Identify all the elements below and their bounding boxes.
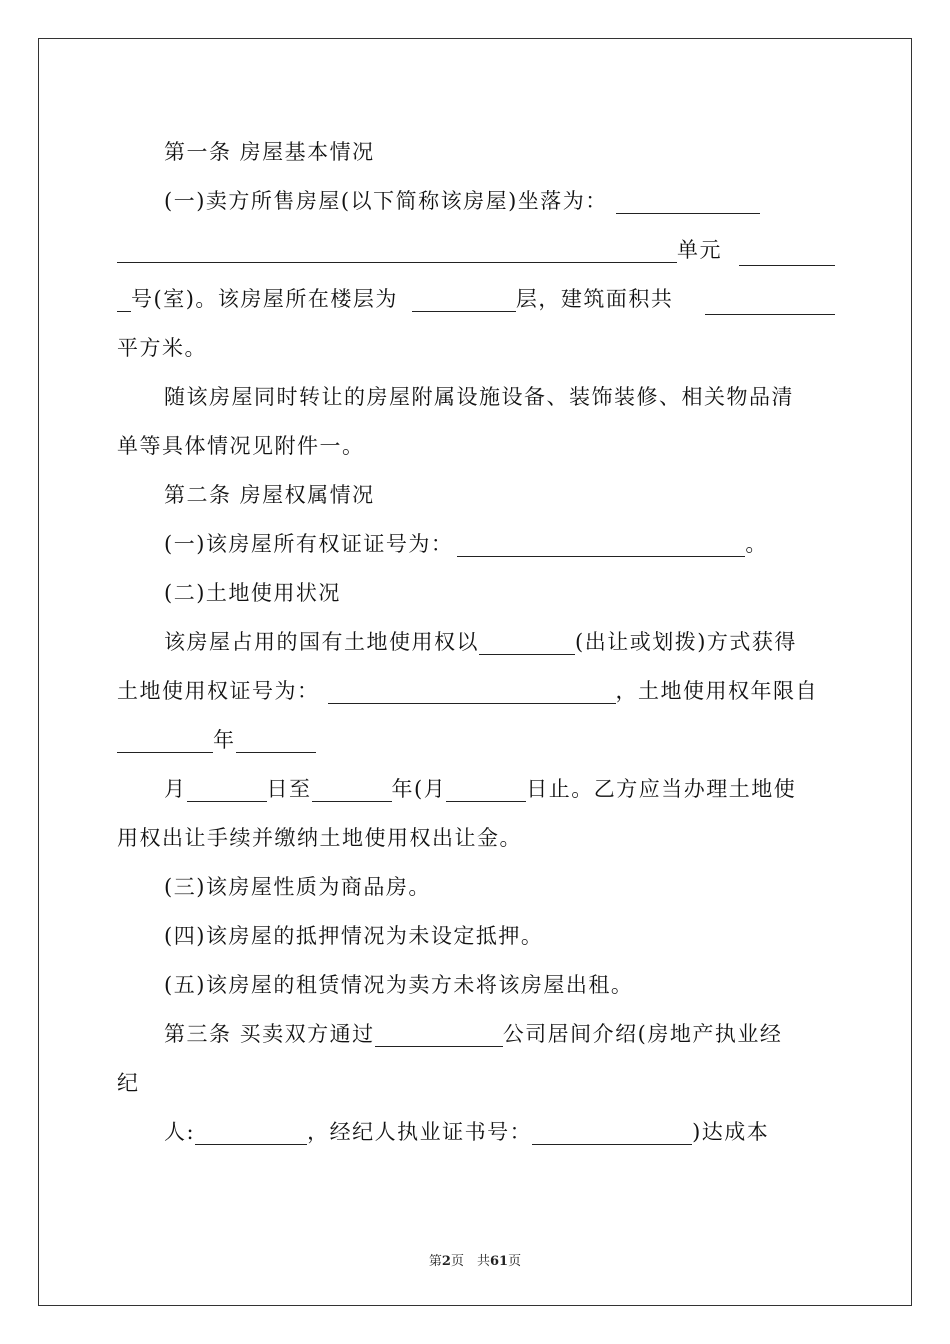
location-blank[interactable] [616,185,760,214]
footer-text: 页 [508,1254,522,1269]
agent-name-blank[interactable] [195,1116,307,1145]
text: ，土地使用权年限自 [615,679,818,703]
text: (五)该房屋的租赁情况为卖方未将该房屋出租。 [164,973,634,997]
agent-line-1 [117,1059,835,1108]
text: )达成本 [692,1120,770,1144]
agent-line-2 [117,1108,835,1157]
text: 人: [164,1120,196,1144]
start-day-blank[interactable] [187,773,267,802]
text: 单等具体情况见附件一。 [117,434,365,458]
fixtures-line [117,373,835,422]
agency-blank[interactable] [375,1018,503,1047]
number-blank[interactable] [117,283,131,312]
page-footer [0,1250,950,1269]
term-end-line [117,765,835,814]
text: (出让或划拨)方式获得 [575,630,797,654]
location-line [117,177,835,226]
text: (二)土地使用状况 [164,581,341,605]
text: 该房屋占用的国有土地使用权以 [164,630,479,654]
term-start-line [117,716,835,765]
transfer-fee-line [117,814,835,863]
text: ，经纪人执业证书号： [307,1120,533,1144]
lease-line [117,961,835,1010]
end-year-blank[interactable] [312,773,392,802]
text: (四)该房屋的抵押情况为未设定抵押。 [164,924,544,948]
text: 日止。乙方应当办理土地使 [526,777,797,801]
land-cert-blank[interactable] [328,675,616,704]
floor-blank[interactable] [412,283,516,312]
text: 号(室)。该房屋所在楼层为 [131,287,398,311]
end-day-blank[interactable] [446,773,526,802]
property-nature-line [117,863,835,912]
page-number: 2 [441,1254,451,1269]
text: 月 [164,777,187,801]
article-2-heading [117,471,835,520]
text: 年(月 [391,777,447,801]
land-cert-line [117,667,835,716]
total-pages: 61 [489,1254,509,1269]
text: 纪 [117,1071,140,1095]
text: 单元 [677,238,722,262]
footer-text: 第 [428,1254,442,1269]
text: 第三条 买卖双方通过 [164,1022,375,1046]
text: 年 [213,728,236,752]
address-blank[interactable] [117,234,677,263]
land-heading [117,569,835,618]
text: 平方米。 [117,336,207,360]
text: 公司居间介绍(房地产执业经 [502,1022,783,1046]
address-line [117,226,835,275]
area-blank[interactable] [705,286,835,315]
agent-license-blank[interactable] [532,1116,692,1145]
land-right-line [117,618,835,667]
fixtures-line-2 [117,422,835,471]
article-1-heading [117,128,835,177]
text: (一)卖方所售房屋(以下简称该房屋)坐落为： [164,189,608,213]
mortgage-line [117,912,835,961]
text: 日至 [266,777,312,801]
sqm-line [117,324,835,373]
text: 随该房屋同时转让的房屋附属设施设备、装饰装修、相关物品清 [164,385,794,409]
text: (一)该房屋所有权证证号为： [164,532,454,556]
footer-text: 页 共 [450,1254,490,1269]
floor-area-line [117,275,835,324]
text: 。 [745,532,768,556]
article-3-line [117,1010,835,1059]
text: (三)该房屋性质为商品房。 [164,875,431,899]
text: 用权出让手续并缴纳土地使用权出让金。 [117,826,522,850]
text: 第一条 房屋基本情况 [164,140,375,164]
certificate-line [117,520,835,569]
text: 土地使用权证号为： [117,679,320,703]
document-body [117,128,835,1157]
certificate-blank[interactable] [457,528,745,557]
start-year-blank[interactable] [117,724,213,753]
unit-blank[interactable] [739,237,835,266]
text: 层，建筑面积共 [515,287,674,311]
text: 第二条 房屋权属情况 [164,483,375,507]
method-blank[interactable] [479,626,575,655]
start-month-blank[interactable] [236,724,316,753]
